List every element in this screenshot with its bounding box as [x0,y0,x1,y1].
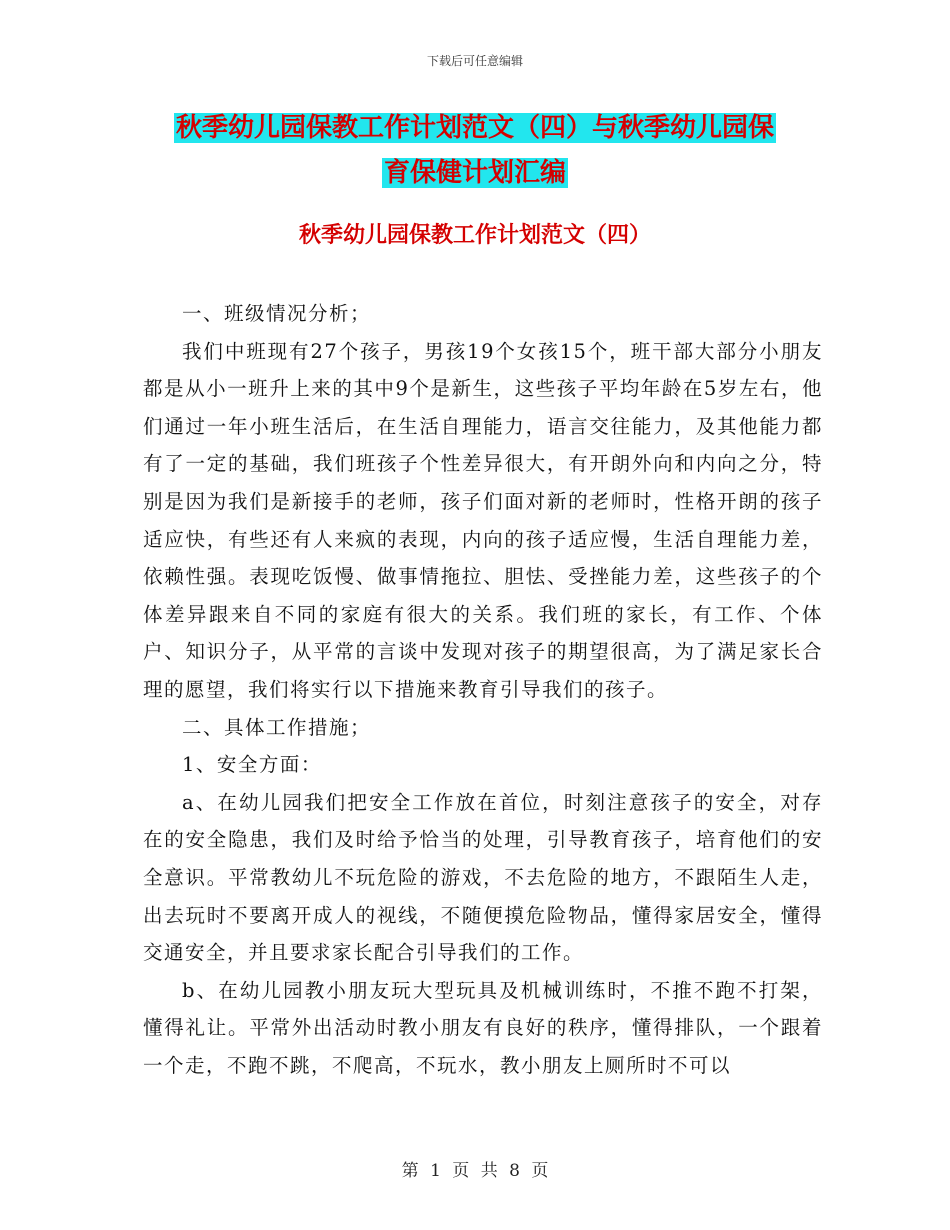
page-footer: 第 1 页 共 8 页 [401,1161,549,1181]
title-highlight-1: 秋季幼儿园保教工作计划范文（四）与秋季幼儿园保 [175,113,774,143]
page-header: 下载后可任意编辑 [426,54,523,68]
document-body [143,295,823,1084]
paragraph-heading-3: 1、安全方面： [182,753,322,777]
document-title-line-2 [0,155,950,191]
paragraph-heading-1: 一、班级情况分析； [182,302,372,325]
document-title-line-1 [0,110,950,146]
title-highlight-2: 育保健计划汇编 [383,158,566,188]
paragraph-heading-2: 二、具体工作措施； [182,715,372,739]
paragraph: a、在幼儿园我们把安全工作放在首位，时刻注意孩子的安全，对存在的安全隐患，我们及时给予恰当的处理，引导教育孩子，培育他们的安全意识。平常教幼儿不玩危险的游戏，不去危险的地方，不跟陌生人走，出去玩时不要离开成人的视线，不随便摸危险物品，懂得家居安全，懂得交通安全，并且要求家长配合引导我们的工作。 [143,790,823,965]
paragraph: b、在幼儿园教小朋友玩大型玩具及机械训练时，不推不跑不打架，懂得礼让。平常外出活动时教小朋友有良好的秩序，懂得排队，一个跟着一个走，不跑不跳，不爬高，不玩水，教小朋友上厕所时不可以 [143,978,823,1077]
section-title: 秋季幼儿园保教工作计划范文（四） [298,223,651,248]
paragraph: 我们中班现有27个孩子，男孩19个女孩15个，班干部大部分小朋友都是从小一班升上来的其中9个是新生，这些孩子平均年龄在5岁左右，他们通过一年小班生活后，在生活自理能力，语言交往能力，及其他能力都有了一定的基础，我们班孩子个性差异很大，有开朗外向和内向之分，特别是因为我们是新接手的老师，孩子们面对新的老师时，性格开朗的孩子适应快，有些还有人来疯的表现，内向的孩子适应慢，生活自理能力差，依赖性强。表现吃饭慢、做事情拖拉、胆怯、受挫能力差，这些孩子的个体差异跟来自不同的家庭有很大的关系。我们班的家长，有工作、个体户、知识分子，从平常的言谈中发现对孩子的期望很高，为了满足家长合理的愿望，我们将实行以下措施来教育引导我们的孩子。 [143,339,823,701]
